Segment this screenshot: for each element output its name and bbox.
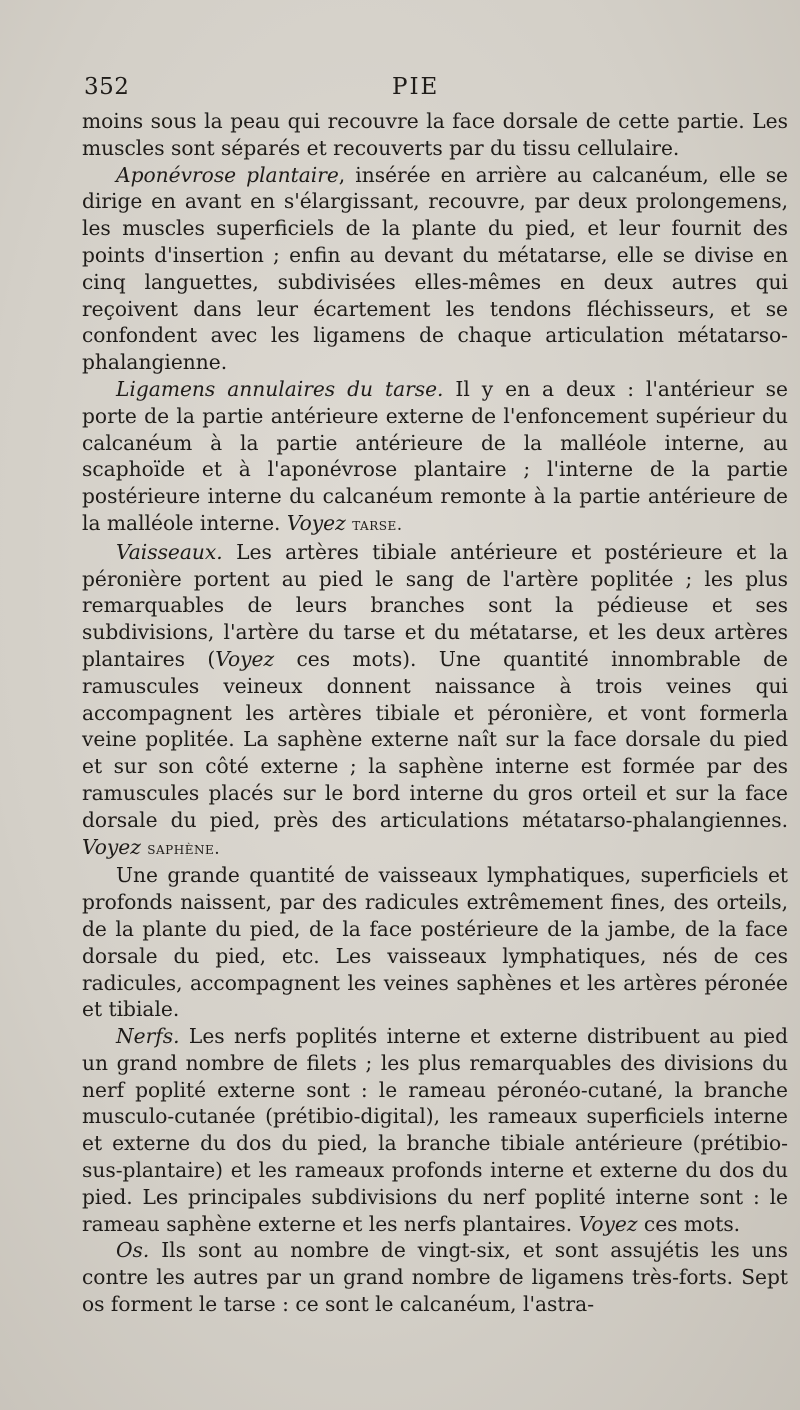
entry-term: Vaisseaux. [116,539,223,564]
entry-term: Os. [116,1238,150,1263]
paragraph-nerfs [82,1023,788,1237]
paragraph-vaisseaux [82,539,788,863]
see-reference: Voyez [578,1211,638,1236]
paragraph-text: Il y en a deux : l'antérieur se porte de la partie antérieure externe de l'enfoncement supérieur du calcanéum à la partie antérieure de la malléole interne, au scaphoïde et à l'aponévrose plantaire ; l'interne de la partie postérieure interne du calcanéum remonte à la partie antérieure de la malléole interne. [82,376,788,535]
page-header [84,74,760,110]
paragraph-text: Les nerfs poplités interne et externe distribuent au pied un grand nombre de filets ; les plus remarquables des divisions du nerf poplité externe sont : le rameau péronéo-cutané, la branche musculo-cutanée (prétibio-digital), les rameaux superficiels interne et externe du dos du pied, la branche tibiale antérieure (prétibio-sus-plantaire) et les rameaux profonds interne et externe du dos du pied. Les principales subdivisions du nerf poplité interne sont : le rameau saphène externe et les nerfs plantaires. [82,1024,788,1236]
paragraph-text: Les artères tibiale antérieure et postérieure et la péronière portent au pied le sang de l'artère poplitée ; les plus remarquables de leurs branches sont la pédieuse et ses subdivisions, l'artère du tarse et du métatarse, et les deux artères plantaires ( [82,539,788,671]
paragraph-1 [82,108,788,162]
paragraph-text: Ils sont au nombre de vingt-six, et sont assujétis les uns contre les autres par un grand nombre de ligamens très-forts. Sept os forment le tarse : ce sont le calcanéum, l'astra- [82,1238,788,1317]
entry-term: Nerfs. [116,1024,180,1049]
entry-term: Aponévrose plantaire [116,162,339,187]
paragraph-text: moins sous la peau qui recouvre la face dorsale de cette partie. Les muscles sont séparés et recouverts par du tissu cellulaire. [82,109,788,160]
see-reference: Voyez [215,646,275,671]
see-reference: Voyez [82,834,141,859]
page-body [82,108,788,1318]
cross-reference: saphène. [147,838,221,859]
paragraph-aponevrose [82,162,788,376]
entry-term: Ligamens annulaires du tarse. [116,376,444,401]
see-reference: Voyez [286,510,346,535]
paragraph-text: , insérée en arrière au calcanéum, elle se dirige en avant en s'élargissant, recouvre, par deux prolongemens, les muscles superficiels de la plante du pied, et leur fournit des points d'insertion ; enfin au devant du métatarse, elle se divise en cinq languettes, subdivisées elles-mêmes en deux autres qui reçoivent dans leur écartement les tendons fléchisseurs, et se confondent avec les ligamens de chaque articulation métatarso-phalangienne. [82,162,788,375]
paragraph-text: ces mots. [637,1211,741,1236]
paragraph-os [82,1237,788,1317]
cross-reference: tarse. [352,514,403,535]
paragraph-text: Une grande quantité de vaisseaux lymphatiques, superficiels et profonds naissent, par des radicules extrêmement fines, des orteils, de la plante du pied, de la face postérieure de la jambe, de la face dorsale du pied, etc. Les vaisseaux lymphatiques, nés de ces radicules, accompagnent les veines saphènes et les artères péronée et tibiale. [82,863,788,1022]
paragraph-text: ces mots). Une quantité innombrable de ramuscules veineux donnent naissance à trois veines qui accompagnent les artères tibiale et péronière, et vont formerla veine poplitée. La saphène externe naît sur la face dorsale du pied et sur son côté externe ; la saphène interne est formée par des ramuscules placés sur le bord interne du gros orteil et sur la face dorsale du pied, près des articulations métatarso-phalangiennes. [82,646,788,832]
paragraph-ligamens [82,376,788,539]
page-number: 352 [84,74,130,100]
paragraph-lymphatiques [82,862,788,1023]
running-head: PIE [392,74,440,100]
